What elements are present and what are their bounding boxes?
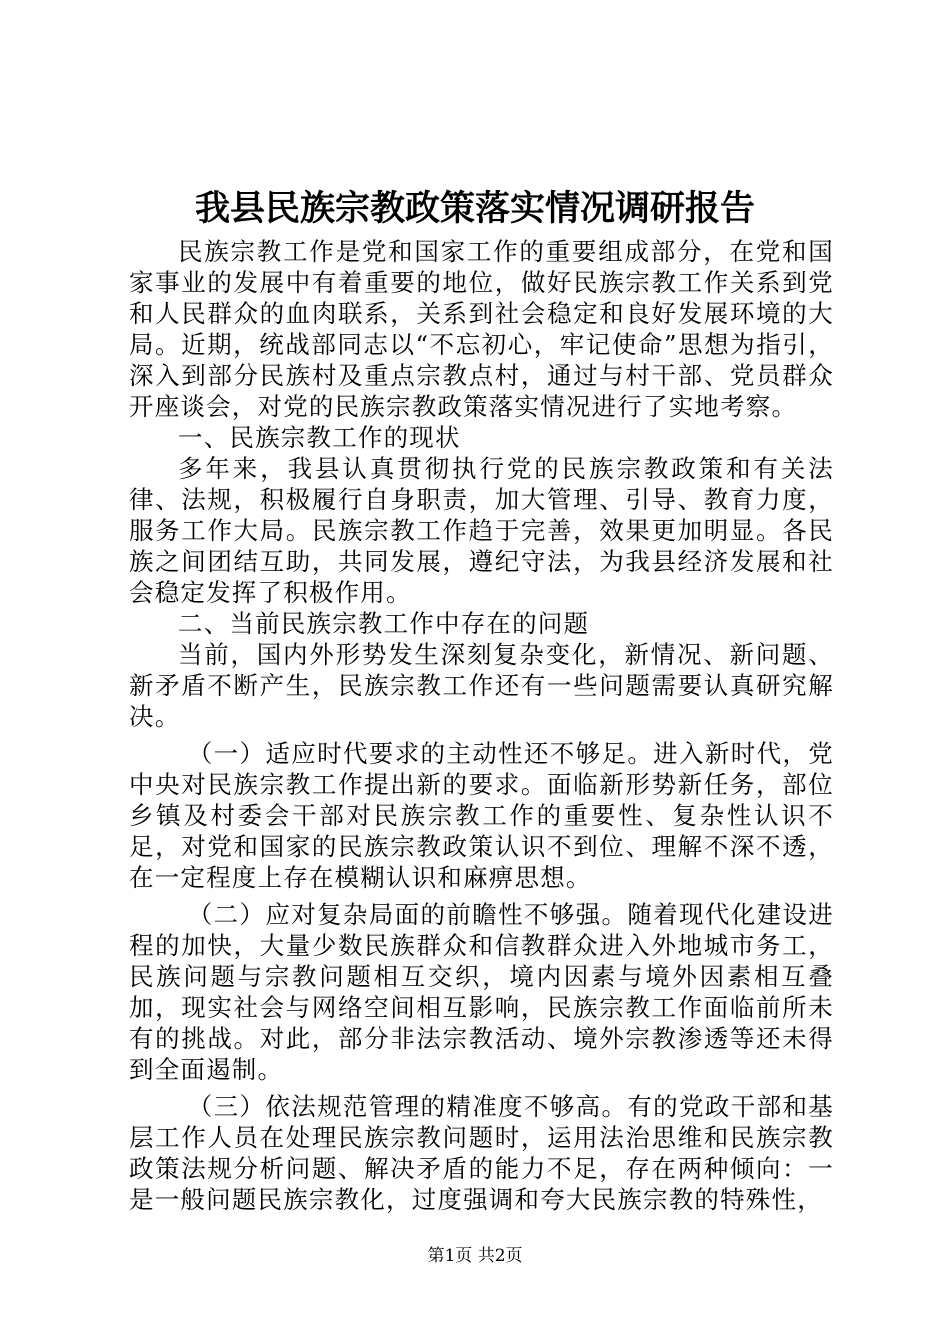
paragraph-problem-3: （三）依法规范管理的精准度不够高。有的党政干部和基层工作人员在处理民族宗教问题时，运用法治思维和民族宗教政策法规分析问题、解决矛盾的能力不足，存在两种倾向：一是一般问题民族宗教化，过度强调和夸大民族宗教的特殊性， [129,1092,834,1214]
section-heading-1: 一、民族宗教工作的现状 [178,423,461,452]
document-body [129,236,834,1215]
paragraph-problems-intro: 当前，国内外形势发生深刻复杂变化，新情况、新问题、新矛盾不断产生，民族宗教工作还有一些问题需要认真研究解决。 [129,640,834,731]
document-title: 我县民族宗教政策落实情况调研报告 [194,188,755,229]
paragraph-intro: 民族宗教工作是党和国家工作的重要组成部分，在党和国家事业的发展中有着重要的地位，做好民族宗教工作关系到党和人民群众的血肉联系，关系到社会稳定和良好发展环境的大局。近期，统战部同志以“不忘初心，牢记使命”思想为指引，深入到部分民族村及重点宗教点村，通过与村干部、党员群众开座谈会，对党的民族宗教政策落实情况进行了实地考察。 [129,237,834,421]
paragraph-problem-2: （二）应对复杂局面的前瞻性不够强。随着现代化建设进程的加快，大量少数民族群众和信教群众进入外地城市务工，民族问题与宗教问题相互交织，境内因素与境外因素相互叠加，现实社会与网络空间相互影响，民族宗教工作面临前所未有的挑战。对此，部分非法宗教活动、境外宗教渗透等还未得到全面遏制。 [129,900,834,1084]
page-footer: 第1页 共2页 [427,1246,523,1266]
section-heading-2: 二、当前民族宗教工作中存在的问题 [178,609,590,638]
paragraph-current-status: 多年来，我县认真贯彻执行党的民族宗教政策和有关法律、法规，积极履行自身职责，加大管理、引导、教育力度，服务工作大局。民族宗教工作趋于完善，效果更加明显。各民族之间团结互助，共同发展，遵纪守法，为我县经济发展和社会稳定发挥了积极作用。 [129,454,834,607]
paragraph-problem-1: （一）适应时代要求的主动性还不够足。进入新时代，党中央对民族宗教工作提出新的要求。面临新形势新任务，部位乡镇及村委会干部对民族宗教工作的重要性、复杂性认识不足，对党和国家的民族宗教政策认识不到位、理解不深不透，在一定程度上存在模糊认识和麻痹思想。 [129,739,834,892]
